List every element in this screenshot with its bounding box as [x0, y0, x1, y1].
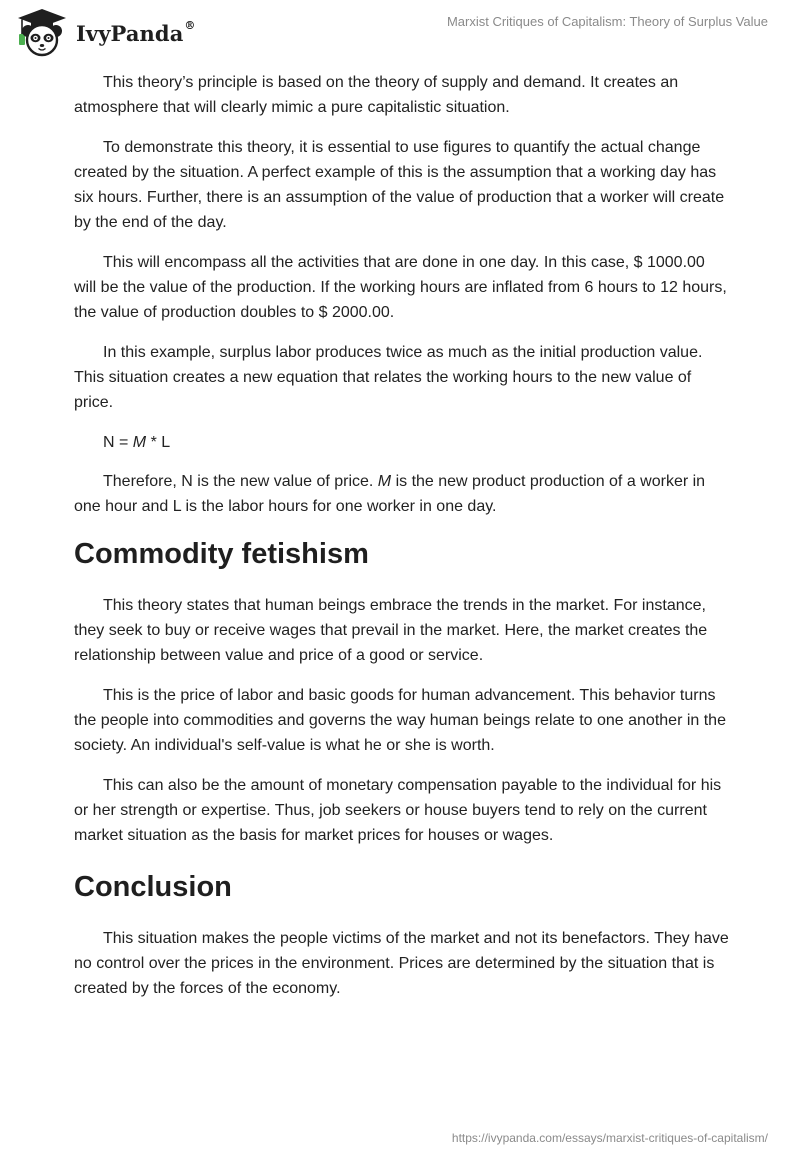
section-heading-commodity-fetishism: Commodity fetishism: [74, 538, 369, 570]
page-header: [0, 0, 800, 62]
paragraph-part: Therefore, N is the new value of price.: [103, 473, 378, 490]
document-title: Marxist Critiques of Capitalism: Theory of Surplus Value: [446, 14, 768, 29]
paragraph: This is the price of labor and basic goods for human advancement. This behavior turns the people into commodities and governs the way human beings relate to one another in the society. An individual's self-value is what he or she is worth.: [74, 687, 726, 754]
paragraph: To demonstrate this theory, it is essential to use figures to quantify the actual change created by the situation. A perfect example of this is the assumption that a working day has six hours. Further, there is an assumption of the value of production that a worker will create by the end of the day.: [74, 139, 725, 231]
registered-mark: ®: [184, 18, 196, 32]
ivypanda-logo[interactable]: [14, 7, 196, 57]
paragraph: This theory’s principle is based on the theory of supply and demand. It creates an atmosphere that will clearly mimic a pure capitalistic situation.: [74, 74, 679, 116]
paragraph: This will encompass all the activities that are done in one day. In this case, $ 1000.00 will be the value of the production. If the working hours are inflated from 6 hours to 12 hours, the value of production doubles to $ 2000.00.: [74, 254, 727, 321]
equation-left: N =: [103, 434, 133, 451]
source-url[interactable]: https://ivypanda.com/essays/marxist-critiques-of-capitalism/: [451, 1131, 768, 1145]
paragraph-part: is the new product production of a worker in one hour and L is the labor hours for one worker in one day.: [74, 473, 706, 515]
equation: [74, 430, 730, 455]
logo-wordmark: [76, 18, 196, 46]
paragraph: This can also be the amount of monetary compensation payable to the individual for his or her strength or expertise. Thus, job seekers or house buyers tend to rely on the current market situation as the basis for market prices for houses or wages.: [74, 777, 722, 844]
equation-variable: M: [132, 434, 147, 451]
equation-right: * L: [146, 434, 171, 451]
section-heading-conclusion: Conclusion: [74, 871, 232, 903]
essay-content: [74, 70, 730, 1016]
paragraph: In this example, surplus labor produces twice as much as the initial production value. This situation creates a new equation that relates the working hours to the new value of price.: [74, 344, 703, 411]
panda-graduate-icon: [14, 7, 70, 57]
logo-text: IvyPanda: [76, 20, 184, 46]
paragraph: This theory states that human beings embrace the trends in the market. For instance, they seek to buy or receive wages that prevail in the market. Here, the market creates the relationship between value and price of a good or service.: [74, 597, 708, 664]
paragraph-variable: M: [377, 473, 392, 490]
paragraph: [74, 469, 730, 519]
paragraph: This situation makes the people victims of the market and not its benefactors. They have no control over the prices in the environment. Prices are determined by the situation that is created by the forces of the economy.: [74, 930, 729, 997]
